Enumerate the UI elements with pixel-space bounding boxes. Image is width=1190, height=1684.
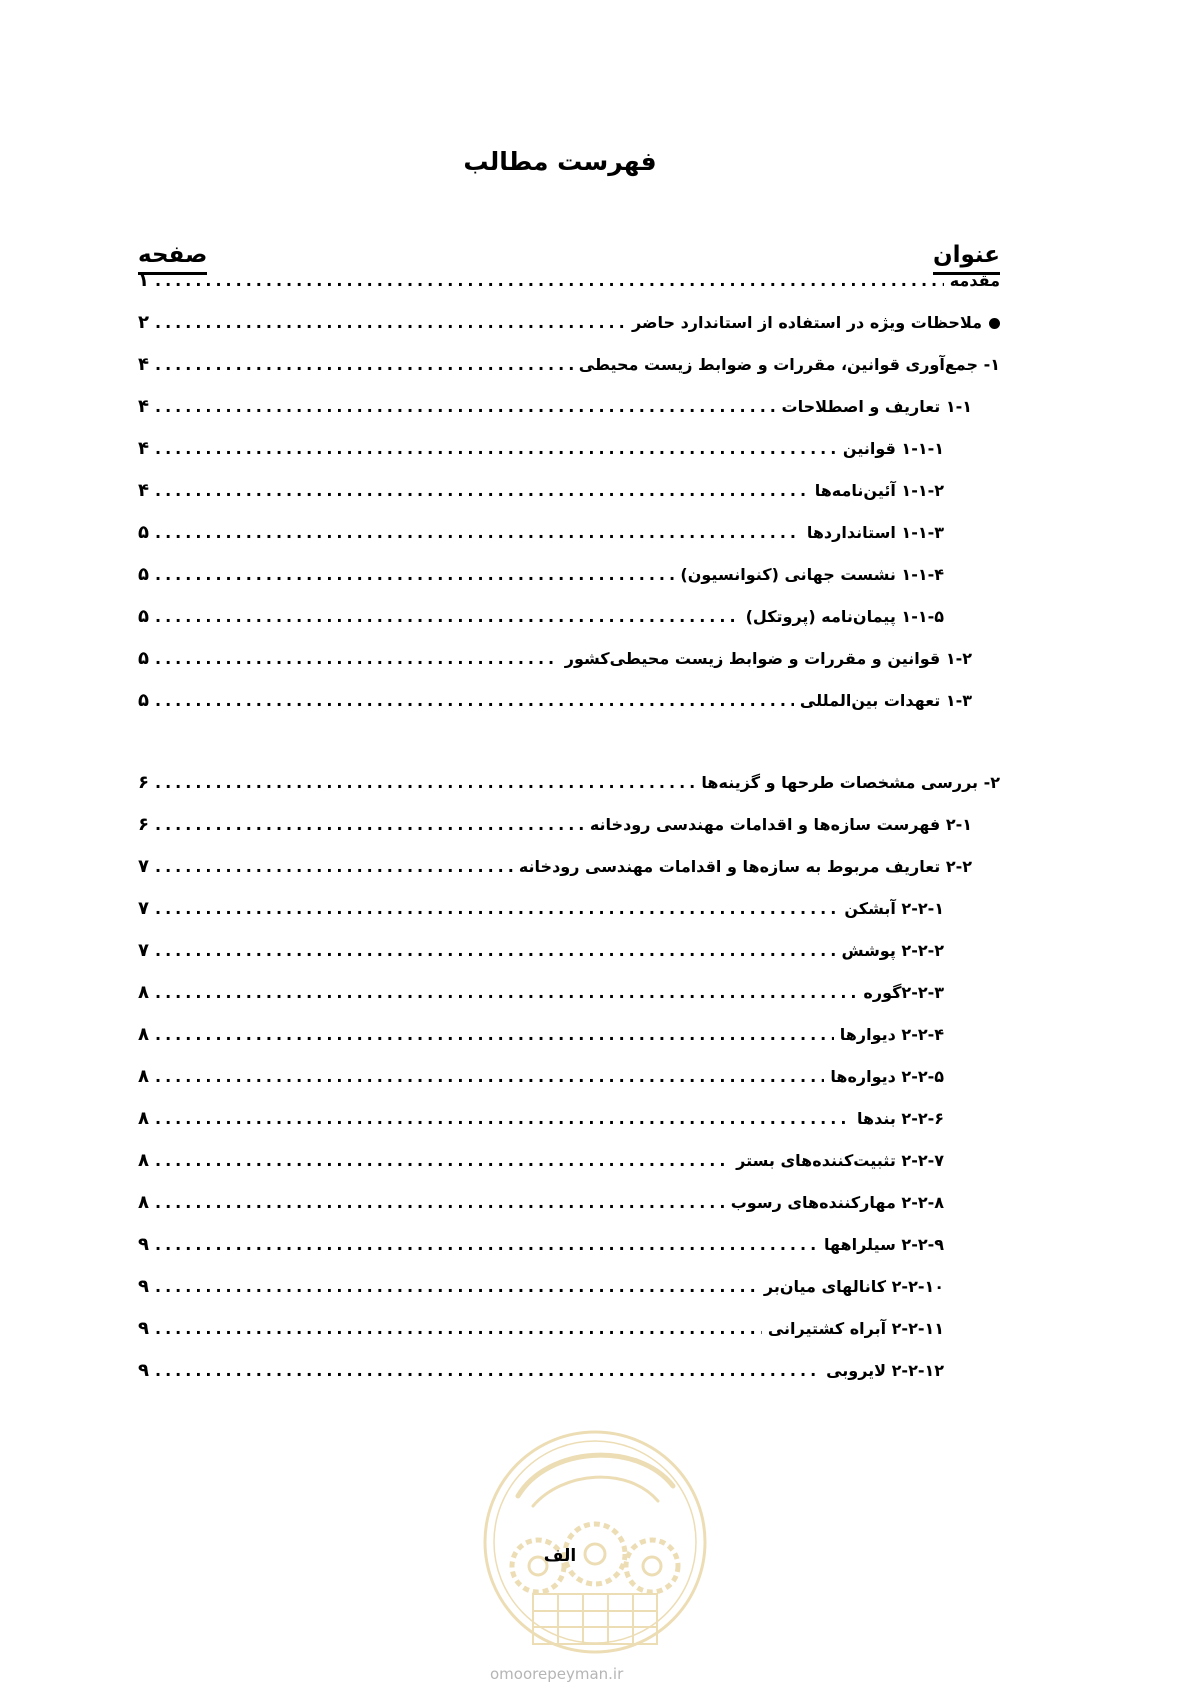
toc-entry-title bbox=[841, 936, 944, 966]
toc-entry-title bbox=[736, 1146, 944, 1176]
toc-entry bbox=[138, 1020, 1000, 1050]
dot-leader bbox=[155, 602, 740, 632]
toc-entry bbox=[138, 1272, 1000, 1302]
toc-entry-page-number: ۸ bbox=[138, 1192, 149, 1213]
toc-entry-text: مقدمه bbox=[949, 271, 1000, 290]
dot-leader bbox=[155, 1062, 824, 1092]
toc-entry-page-number: ۴ bbox=[138, 354, 149, 375]
toc-entry bbox=[138, 644, 1000, 674]
dot-leader bbox=[155, 518, 801, 548]
toc-entry-page-number: ۱ bbox=[138, 270, 149, 291]
dot-leader bbox=[155, 434, 837, 464]
toc-entry bbox=[138, 686, 1000, 716]
dot-leader bbox=[155, 936, 835, 966]
toc-entry-page-number: ۹ bbox=[138, 1234, 149, 1255]
toc-entry-page-number: ۴ bbox=[138, 438, 149, 459]
toc-entry-page-number: ۸ bbox=[138, 1024, 149, 1045]
column-heading-page: صفحه bbox=[138, 240, 207, 275]
dot-leader bbox=[155, 644, 559, 674]
page-number-letter: الف bbox=[543, 1546, 577, 1566]
toc-entry bbox=[138, 894, 1000, 924]
toc-entry-page-number: ۵ bbox=[138, 690, 149, 711]
toc-entry bbox=[138, 350, 1000, 380]
toc-entry bbox=[138, 1188, 1000, 1218]
toc-entry bbox=[138, 1356, 1000, 1386]
toc-entry-title bbox=[826, 1356, 944, 1386]
toc-entry-title bbox=[843, 434, 944, 464]
toc-entry-title bbox=[844, 894, 944, 924]
toc-entry-text: ۱-۱-۵ پیمان‌نامه (پروتکل) bbox=[745, 607, 944, 626]
toc-entry-title bbox=[830, 1062, 944, 1092]
toc-entry bbox=[138, 978, 1000, 1008]
dot-leader bbox=[155, 768, 695, 798]
toc-entry-text: ۲-۲-۱۰ کانالهای میان‌بر bbox=[763, 1277, 944, 1296]
dot-leader bbox=[155, 1020, 834, 1050]
toc-entry-text: ۲-۲-۹ سیلراهها bbox=[823, 1235, 944, 1254]
dot-leader bbox=[155, 560, 674, 590]
dot-leader bbox=[155, 1230, 818, 1260]
toc-entry bbox=[138, 936, 1000, 966]
toc-entry-page-number: ۸ bbox=[138, 1066, 149, 1087]
toc-entry-text: ملاحظات ویژه در استفاده از استاندارد حاضر bbox=[632, 313, 982, 332]
dot-leader bbox=[155, 1146, 730, 1176]
dot-leader bbox=[155, 1356, 820, 1386]
toc-entry-page-number: ۹ bbox=[138, 1318, 149, 1339]
toc-entry-title bbox=[565, 644, 972, 674]
toc-entry-page-number: ۸ bbox=[138, 982, 149, 1003]
toc-entry-page-number: ۵ bbox=[138, 648, 149, 669]
toc-entry bbox=[138, 1314, 1000, 1344]
column-heading-title: عنوان bbox=[933, 240, 1000, 275]
toc-entry bbox=[138, 768, 1000, 798]
dot-leader bbox=[155, 350, 573, 380]
dot-leader bbox=[155, 1188, 725, 1218]
toc-entry-page-number: ۹ bbox=[138, 1360, 149, 1381]
toc-entry-title bbox=[590, 810, 972, 840]
toc-entry-page-number: ۵ bbox=[138, 522, 149, 543]
toc-entry-title bbox=[840, 1020, 944, 1050]
toc-entry-title bbox=[764, 1272, 944, 1302]
toc-entry-page-number: ۲ bbox=[138, 312, 149, 333]
toc-entry bbox=[138, 1062, 1000, 1092]
toc-entry bbox=[138, 560, 1000, 590]
toc-entry-title bbox=[815, 476, 944, 506]
toc-entry-text: ۲-۲-۸ مهارکننده‌های رسوب bbox=[730, 1193, 944, 1212]
toc-entry-text: ۲-۱ فهرست سازه‌ها و اقدامات مهندسی رودخانه bbox=[589, 815, 972, 834]
toc-entry-page-number: ۹ bbox=[138, 1276, 149, 1297]
toc-entry-text: ۱-۱-۲ آئین‌نامه‌ها bbox=[814, 481, 944, 500]
dot-leader bbox=[155, 894, 838, 924]
toc-entry-page-number: ۴ bbox=[138, 396, 149, 417]
toc-entry bbox=[138, 810, 1000, 840]
toc-entry-text: ۲- بررسی مشخصات طرحها و گزینه‌ها bbox=[701, 773, 1000, 792]
toc-entry-page-number: ۶ bbox=[138, 814, 149, 835]
dot-leader bbox=[155, 476, 809, 506]
dot-leader bbox=[155, 266, 944, 296]
toc-entry-text: ۱-۱-۳ استانداردها bbox=[806, 523, 944, 542]
toc-entry-text: ۲-۲-۴ دیوارها bbox=[839, 1025, 944, 1044]
toc-entry bbox=[138, 852, 1000, 882]
toc-entry-title bbox=[807, 518, 944, 548]
toc-entry-page-number: ۷ bbox=[138, 898, 149, 919]
toc-entry-title bbox=[680, 560, 944, 590]
toc-entry bbox=[138, 1146, 1000, 1176]
dot-leader bbox=[155, 810, 584, 840]
toc-entry-page-number: ۴ bbox=[138, 480, 149, 501]
toc-entry bbox=[138, 266, 1000, 296]
toc-entry-page-number: ۸ bbox=[138, 1108, 149, 1129]
toc-entry-title bbox=[824, 1230, 944, 1260]
toc-entry-page-number: ۶ bbox=[138, 772, 149, 793]
toc-entry-title bbox=[863, 978, 944, 1008]
toc-entry bbox=[138, 476, 1000, 506]
toc-entry bbox=[138, 308, 1000, 338]
toc-entry-title bbox=[857, 1104, 944, 1134]
toc-entry-title bbox=[579, 350, 1000, 380]
dot-leader bbox=[155, 686, 794, 716]
footer-site-watermark: omoorepeyman.ir bbox=[490, 1665, 624, 1683]
toc-entry-title bbox=[782, 392, 972, 422]
toc-entry-title bbox=[519, 852, 972, 882]
dot-leader bbox=[155, 1104, 851, 1134]
toc-entry-page-number: ۵ bbox=[138, 564, 149, 585]
toc-entry bbox=[138, 1230, 1000, 1260]
dot-leader bbox=[155, 978, 857, 1008]
toc-entry-text: ۲-۲-۱۲ لایروبی bbox=[826, 1361, 944, 1380]
toc-entry-text: ۲-۲-۵ دیواره‌ها bbox=[830, 1067, 944, 1086]
dot-leader bbox=[155, 1314, 762, 1344]
dot-leader bbox=[155, 392, 776, 422]
page-title: فهرست مطالب bbox=[463, 147, 657, 176]
toc-entry-title bbox=[950, 266, 1000, 296]
toc-entry-text: ۱- جمع‌آوری قوانین، مقررات و ضوابط زیست محیطی bbox=[578, 355, 1000, 374]
toc-entry bbox=[138, 602, 1000, 632]
toc-entry-text: ۲-۲-۱۱ آبراه کشتیرانی bbox=[767, 1319, 944, 1338]
dot-leader bbox=[155, 852, 513, 882]
toc-entry-title bbox=[768, 1314, 944, 1344]
toc-entry-text: ۱-۳ تعهدات بین‌المللی bbox=[799, 691, 972, 710]
toc-entry-title bbox=[701, 768, 1000, 798]
toc-entry bbox=[138, 518, 1000, 548]
toc-entry-text: ۲-۲ تعاریف مربوط به سازه‌ها و اقدامات مهندسی رودخانه bbox=[518, 857, 972, 876]
toc-entry bbox=[138, 434, 1000, 464]
toc-entry-text: ۲-۲-۲ پوشش bbox=[841, 941, 944, 960]
toc-entry-page-number: ۷ bbox=[138, 940, 149, 961]
toc-entry-page-number: ۸ bbox=[138, 1150, 149, 1171]
toc-entry-page-number: ۷ bbox=[138, 856, 149, 877]
dot-leader bbox=[155, 1272, 758, 1302]
dot-leader bbox=[155, 308, 626, 338]
toc-entry-text: ۲-۲-۱ آبشکن bbox=[844, 899, 944, 918]
toc-entry-text: ۲-۲-۶ بندها bbox=[856, 1109, 944, 1128]
toc-entry-text: ۲-۲-۷ تثبیت‌کننده‌های بستر bbox=[736, 1151, 944, 1170]
toc-entry-title bbox=[731, 1188, 944, 1218]
toc-entry-title bbox=[632, 308, 1000, 338]
toc-entry-title bbox=[800, 686, 972, 716]
toc-entry-text: ۱-۱-۱ قوانین bbox=[842, 439, 944, 458]
toc-entry-text: ۱-۱ تعاریف و اصطلاحات bbox=[781, 397, 972, 416]
toc-entry-text: ۲-۲-۳گوره bbox=[863, 983, 944, 1002]
toc-entry-text: ۱-۲ قوانین و مقررات و ضوابط زیست محیطی‌کشور bbox=[564, 649, 972, 668]
toc-entry bbox=[138, 392, 1000, 422]
toc-entry-title bbox=[746, 602, 944, 632]
publisher-seal-watermark bbox=[478, 1426, 712, 1658]
toc-entry-page-number: ۵ bbox=[138, 606, 149, 627]
bullet-icon bbox=[989, 318, 1000, 329]
toc-entry bbox=[138, 1104, 1000, 1134]
toc-entry-text: ۱-۱-۴ نشست جهانی (کنوانسیون) bbox=[680, 565, 944, 584]
